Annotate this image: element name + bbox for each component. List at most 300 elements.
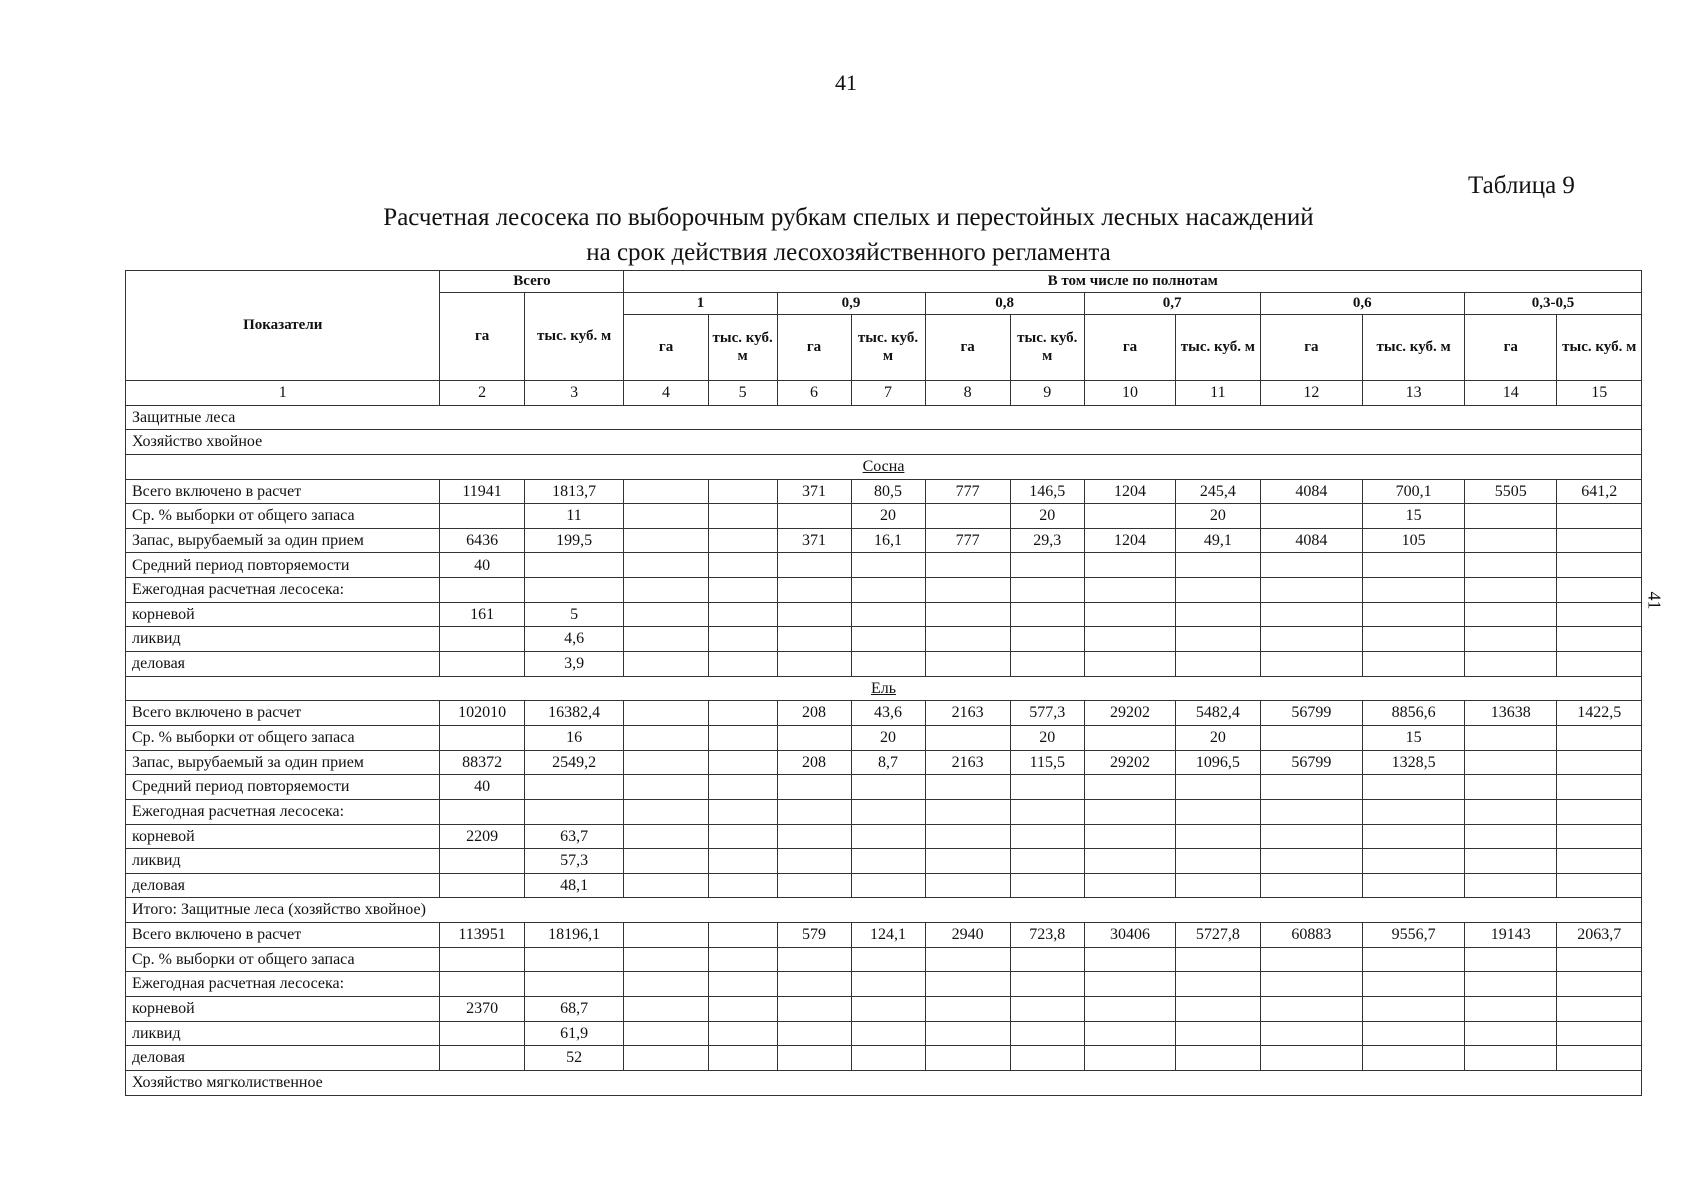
table-cell: 20 xyxy=(1176,504,1260,529)
header-vol: тыс. куб. м xyxy=(1363,315,1465,381)
table-cell: 124,1 xyxy=(851,923,925,948)
header-including: В том числе по полнотам xyxy=(624,271,1642,293)
table-cell xyxy=(524,947,624,972)
table-cell: 20 xyxy=(1176,725,1260,750)
table-cell xyxy=(624,701,708,726)
section-title: Хозяйство мягколиственное xyxy=(126,1070,1642,1095)
table-cell xyxy=(1084,1021,1175,1046)
table-cell: 29,3 xyxy=(1010,528,1084,553)
species-title: Ель xyxy=(126,676,1642,701)
header-ha: га xyxy=(925,315,1010,381)
table-cell xyxy=(1465,824,1557,849)
table-cell xyxy=(1010,1021,1084,1046)
table-cell xyxy=(1260,972,1363,997)
table-cell xyxy=(1557,997,1642,1022)
table-cell: 2940 xyxy=(925,923,1010,948)
table-cell xyxy=(440,1046,524,1071)
table-cell xyxy=(1084,725,1175,750)
table-row xyxy=(126,1046,1642,1071)
table-cell xyxy=(708,479,777,504)
table-cell xyxy=(777,578,851,603)
column-number-cell: 15 xyxy=(1557,381,1642,406)
row-label: корневой xyxy=(126,824,440,849)
table-cell xyxy=(708,701,777,726)
table-cell: 52 xyxy=(524,1046,624,1071)
column-number-cell: 6 xyxy=(777,381,851,406)
table-cell xyxy=(1557,553,1642,578)
table-cell xyxy=(1260,997,1363,1022)
table-cell xyxy=(624,627,708,652)
row-label: деловая xyxy=(126,1046,440,1071)
table-cell xyxy=(440,578,524,603)
table-cell xyxy=(851,1021,925,1046)
table-cell xyxy=(777,553,851,578)
table-cell xyxy=(708,972,777,997)
table-cell xyxy=(1010,947,1084,972)
table-cell xyxy=(524,775,624,800)
table-cell xyxy=(440,799,524,824)
table-cell: 29202 xyxy=(1084,701,1175,726)
table-title-line-1: Расчетная лесосека по выборочным рубкам спелых и перестойных лесных насаждений xyxy=(383,204,1314,231)
table-row xyxy=(126,528,1642,553)
table-cell xyxy=(440,972,524,997)
table-cell xyxy=(624,652,708,677)
table-cell xyxy=(624,923,708,948)
table-cell xyxy=(708,1046,777,1071)
table-cell xyxy=(1084,997,1175,1022)
table-cell: 199,5 xyxy=(524,528,624,553)
table-cell: 16382,4 xyxy=(524,701,624,726)
table-cell xyxy=(1557,578,1642,603)
row-label: ликвид xyxy=(126,849,440,874)
table-cell: 56799 xyxy=(1260,701,1363,726)
table-cell: 113951 xyxy=(440,923,524,948)
column-number-cell: 12 xyxy=(1260,381,1363,406)
table-title-line-2: на срок действия лесохозяйственного регламента xyxy=(586,239,1111,266)
table-cell: 5505 xyxy=(1465,479,1557,504)
table-cell xyxy=(851,947,925,972)
section-row xyxy=(126,430,1642,455)
table-cell xyxy=(1010,799,1084,824)
table-cell: 16 xyxy=(524,725,624,750)
table-cell xyxy=(524,578,624,603)
table-cell xyxy=(1363,553,1465,578)
table-cell xyxy=(1010,602,1084,627)
table-cell xyxy=(1010,553,1084,578)
table-cell xyxy=(1084,972,1175,997)
species-row xyxy=(126,676,1642,701)
table-cell xyxy=(1260,627,1363,652)
table-cell xyxy=(1176,997,1260,1022)
table-cell: 2063,7 xyxy=(1557,923,1642,948)
header-indicators: Показатели xyxy=(126,271,440,381)
table-cell xyxy=(1176,947,1260,972)
table-cell xyxy=(925,627,1010,652)
table-cell: 723,8 xyxy=(1010,923,1084,948)
table-cell xyxy=(708,1021,777,1046)
table-cell: 2163 xyxy=(925,701,1010,726)
table-cell xyxy=(440,504,524,529)
table-cell xyxy=(624,947,708,972)
table-cell: 1813,7 xyxy=(524,479,624,504)
table-row xyxy=(126,652,1642,677)
table-cell: 115,5 xyxy=(1010,750,1084,775)
table-cell: 2370 xyxy=(440,997,524,1022)
header-ha: га xyxy=(1465,315,1557,381)
section-title: Хозяйство хвойное xyxy=(126,430,1642,455)
table-cell xyxy=(440,873,524,898)
species-row xyxy=(126,454,1642,479)
table-cell xyxy=(851,997,925,1022)
table-cell xyxy=(777,652,851,677)
header-density-group: 0,6 xyxy=(1260,293,1465,315)
header-vol: тыс. куб. м xyxy=(1557,315,1642,381)
table-cell: 6436 xyxy=(440,528,524,553)
table-cell xyxy=(925,1021,1010,1046)
table-cell xyxy=(440,1021,524,1046)
page-number: 41 xyxy=(835,70,857,95)
table-cell xyxy=(1363,972,1465,997)
table-cell: 20 xyxy=(1010,504,1084,529)
cutting-area-table xyxy=(125,270,1642,1096)
section-title: Защитные леса xyxy=(126,405,1642,430)
table-cell: 13638 xyxy=(1465,701,1557,726)
table-cell xyxy=(708,627,777,652)
table-cell xyxy=(1465,849,1557,874)
table-cell xyxy=(708,578,777,603)
table-cell xyxy=(624,799,708,824)
table-cell: 8,7 xyxy=(851,750,925,775)
table-cell xyxy=(1465,799,1557,824)
table-cell xyxy=(1363,627,1465,652)
table-cell xyxy=(1176,849,1260,874)
table-cell: 5482,4 xyxy=(1176,701,1260,726)
table-cell xyxy=(1465,725,1557,750)
column-number-cell: 5 xyxy=(708,381,777,406)
table-cell xyxy=(440,652,524,677)
table-cell xyxy=(925,775,1010,800)
header-total-ha: га xyxy=(440,293,524,381)
table-cell: 371 xyxy=(777,479,851,504)
column-number-cell: 2 xyxy=(440,381,524,406)
table-cell xyxy=(925,578,1010,603)
table-cell xyxy=(1260,947,1363,972)
table-cell xyxy=(1260,602,1363,627)
row-label: Всего включено в расчет xyxy=(126,701,440,726)
table-cell xyxy=(1363,997,1465,1022)
table-cell xyxy=(624,1021,708,1046)
table-cell xyxy=(851,824,925,849)
header-ha: га xyxy=(624,315,708,381)
table-cell xyxy=(624,553,708,578)
table-row xyxy=(126,750,1642,775)
table-cell xyxy=(1084,824,1175,849)
table-cell xyxy=(925,849,1010,874)
header-density-group: 0,8 xyxy=(925,293,1084,315)
table-row xyxy=(126,725,1642,750)
table-cell xyxy=(624,824,708,849)
table-cell xyxy=(777,602,851,627)
table-cell xyxy=(777,775,851,800)
table-cell: 88372 xyxy=(440,750,524,775)
table-cell xyxy=(1084,504,1175,529)
table-cell: 18196,1 xyxy=(524,923,624,948)
table-cell xyxy=(524,972,624,997)
table-cell xyxy=(1176,799,1260,824)
table-cell: 57,3 xyxy=(524,849,624,874)
table-cell: 16,1 xyxy=(851,528,925,553)
table-cell xyxy=(1010,873,1084,898)
table-cell xyxy=(851,652,925,677)
table-cell: 1328,5 xyxy=(1363,750,1465,775)
column-number-cell: 8 xyxy=(925,381,1010,406)
table-cell xyxy=(624,528,708,553)
row-label: Всего включено в расчет xyxy=(126,923,440,948)
table-row xyxy=(126,504,1642,529)
table-cell: 20 xyxy=(1010,725,1084,750)
table-cell xyxy=(777,873,851,898)
table-cell xyxy=(1557,627,1642,652)
table-cell xyxy=(624,873,708,898)
table-cell xyxy=(1084,578,1175,603)
table-cell xyxy=(624,972,708,997)
table-cell xyxy=(1084,799,1175,824)
table-cell xyxy=(925,947,1010,972)
table-cell: 60883 xyxy=(1260,923,1363,948)
table-cell xyxy=(1260,824,1363,849)
table-cell xyxy=(1557,504,1642,529)
table-cell xyxy=(851,1046,925,1071)
table-cell xyxy=(1363,824,1465,849)
table-cell xyxy=(851,799,925,824)
table-cell xyxy=(624,504,708,529)
table-cell: 49,1 xyxy=(1176,528,1260,553)
table-cell xyxy=(925,997,1010,1022)
table-cell: 11941 xyxy=(440,479,524,504)
table-cell xyxy=(777,824,851,849)
table-cell xyxy=(1260,725,1363,750)
table-cell: 11 xyxy=(524,504,624,529)
table-cell xyxy=(1465,578,1557,603)
row-label: Ср. % выборки от общего запаса xyxy=(126,504,440,529)
header-density-group: 0,7 xyxy=(1084,293,1260,315)
table-cell xyxy=(777,799,851,824)
table-cell xyxy=(1557,775,1642,800)
table-cell xyxy=(708,602,777,627)
table-cell: 40 xyxy=(440,775,524,800)
table-cell: 579 xyxy=(777,923,851,948)
table-cell xyxy=(1260,775,1363,800)
table-cell xyxy=(1465,775,1557,800)
table-cell xyxy=(1084,1046,1175,1071)
side-page-number: 41 xyxy=(1644,591,1665,610)
table-cell: 777 xyxy=(925,479,1010,504)
table-cell xyxy=(1084,553,1175,578)
table-row xyxy=(126,775,1642,800)
row-label: Ежегодная расчетная лесосека: xyxy=(126,799,440,824)
table-row xyxy=(126,972,1642,997)
table-cell xyxy=(708,824,777,849)
table-row xyxy=(126,997,1642,1022)
row-label: деловая xyxy=(126,873,440,898)
table-cell xyxy=(1465,750,1557,775)
table-row xyxy=(126,578,1642,603)
table-cell: 20 xyxy=(851,504,925,529)
row-label: ликвид xyxy=(126,627,440,652)
header-vol: тыс. куб. м xyxy=(851,315,925,381)
section-row xyxy=(126,405,1642,430)
table-cell xyxy=(1363,652,1465,677)
table-cell xyxy=(624,602,708,627)
table-cell xyxy=(777,504,851,529)
column-number-cell: 10 xyxy=(1084,381,1175,406)
table-cell xyxy=(777,1046,851,1071)
table-cell xyxy=(624,775,708,800)
table-cell xyxy=(1176,627,1260,652)
table-cell xyxy=(1465,504,1557,529)
table-cell xyxy=(1557,824,1642,849)
row-label: Ср. % выборки от общего запаса xyxy=(126,725,440,750)
table-cell xyxy=(925,725,1010,750)
table-cell xyxy=(708,775,777,800)
section-title: Итого: Защитные леса (хозяйство хвойное) xyxy=(126,898,1642,923)
table-cell xyxy=(1363,947,1465,972)
table-cell xyxy=(925,873,1010,898)
row-label: деловая xyxy=(126,652,440,677)
table-cell: 19143 xyxy=(1465,923,1557,948)
table-cell xyxy=(1084,652,1175,677)
header-total: Всего xyxy=(440,271,624,293)
table-cell xyxy=(1010,775,1084,800)
table-cell xyxy=(1557,1046,1642,1071)
table-cell xyxy=(1084,627,1175,652)
table-cell xyxy=(925,799,1010,824)
column-number-row xyxy=(126,381,1642,406)
row-label: Запас, вырубаемый за один прием xyxy=(126,528,440,553)
table-cell xyxy=(1260,504,1363,529)
table-cell xyxy=(1557,750,1642,775)
table-cell xyxy=(925,504,1010,529)
table-cell xyxy=(1176,578,1260,603)
table-cell xyxy=(851,775,925,800)
table-cell xyxy=(1084,849,1175,874)
table-cell xyxy=(1465,553,1557,578)
column-number-cell: 11 xyxy=(1176,381,1260,406)
table-cell: 80,5 xyxy=(851,479,925,504)
table-cell: 577,3 xyxy=(1010,701,1084,726)
row-label: Средний период повторяемости xyxy=(126,775,440,800)
column-number-cell: 14 xyxy=(1465,381,1557,406)
table-cell: 2163 xyxy=(925,750,1010,775)
table-cell: 63,7 xyxy=(524,824,624,849)
table-cell: 1204 xyxy=(1084,479,1175,504)
table-cell: 56799 xyxy=(1260,750,1363,775)
header-vol: тыс. куб. м xyxy=(1176,315,1260,381)
table-cell xyxy=(851,873,925,898)
table-cell xyxy=(1363,849,1465,874)
table-cell: 146,5 xyxy=(1010,479,1084,504)
column-number-cell: 4 xyxy=(624,381,708,406)
table-cell xyxy=(1084,947,1175,972)
table-cell xyxy=(524,553,624,578)
table-cell xyxy=(1557,602,1642,627)
table-row xyxy=(126,824,1642,849)
table-cell xyxy=(708,528,777,553)
table-row xyxy=(126,602,1642,627)
column-number-cell: 9 xyxy=(1010,381,1084,406)
table-cell xyxy=(624,578,708,603)
table-cell xyxy=(925,553,1010,578)
row-label: корневой xyxy=(126,602,440,627)
table-cell xyxy=(1465,602,1557,627)
table-cell xyxy=(624,725,708,750)
table-cell xyxy=(1557,725,1642,750)
table-cell xyxy=(1465,947,1557,972)
table-cell xyxy=(708,947,777,972)
table-cell xyxy=(851,627,925,652)
table-cell xyxy=(851,972,925,997)
table-cell xyxy=(1176,824,1260,849)
table-cell xyxy=(624,849,708,874)
table-row xyxy=(126,701,1642,726)
table-cell xyxy=(1557,873,1642,898)
table-cell xyxy=(1260,873,1363,898)
table-row xyxy=(126,553,1642,578)
table-cell xyxy=(1557,1021,1642,1046)
table-row xyxy=(126,479,1642,504)
table-cell xyxy=(1363,775,1465,800)
row-label: Запас, вырубаемый за один прием xyxy=(126,750,440,775)
table-row xyxy=(126,873,1642,898)
table-row xyxy=(126,799,1642,824)
table-cell xyxy=(1557,849,1642,874)
table-cell xyxy=(851,849,925,874)
table-cell xyxy=(624,479,708,504)
table-cell xyxy=(1557,799,1642,824)
table-cell xyxy=(1084,602,1175,627)
table-row xyxy=(126,947,1642,972)
table-cell xyxy=(1363,1021,1465,1046)
table-cell: 161 xyxy=(440,602,524,627)
table-cell xyxy=(440,725,524,750)
table-cell xyxy=(1010,578,1084,603)
table-cell xyxy=(1176,873,1260,898)
header-density-group: 0,3-0,5 xyxy=(1465,293,1642,315)
table-cell: 8856,6 xyxy=(1363,701,1465,726)
table-cell xyxy=(1010,627,1084,652)
table-cell xyxy=(1084,873,1175,898)
row-label: Средний период повторяемости xyxy=(126,553,440,578)
table-cell xyxy=(1260,578,1363,603)
table-cell xyxy=(1557,972,1642,997)
table-cell xyxy=(1010,997,1084,1022)
table-cell xyxy=(1176,972,1260,997)
table-cell: 48,1 xyxy=(524,873,624,898)
table-cell xyxy=(925,972,1010,997)
table-cell xyxy=(524,799,624,824)
table-cell: 43,6 xyxy=(851,701,925,726)
table-cell xyxy=(1465,1021,1557,1046)
table-cell: 105 xyxy=(1363,528,1465,553)
table-cell xyxy=(925,1046,1010,1071)
table-cell xyxy=(777,972,851,997)
table-cell xyxy=(708,725,777,750)
table-cell xyxy=(1363,578,1465,603)
table-cell xyxy=(1260,1021,1363,1046)
table-cell: 641,2 xyxy=(1557,479,1642,504)
table-cell xyxy=(777,997,851,1022)
header-ha: га xyxy=(1084,315,1175,381)
